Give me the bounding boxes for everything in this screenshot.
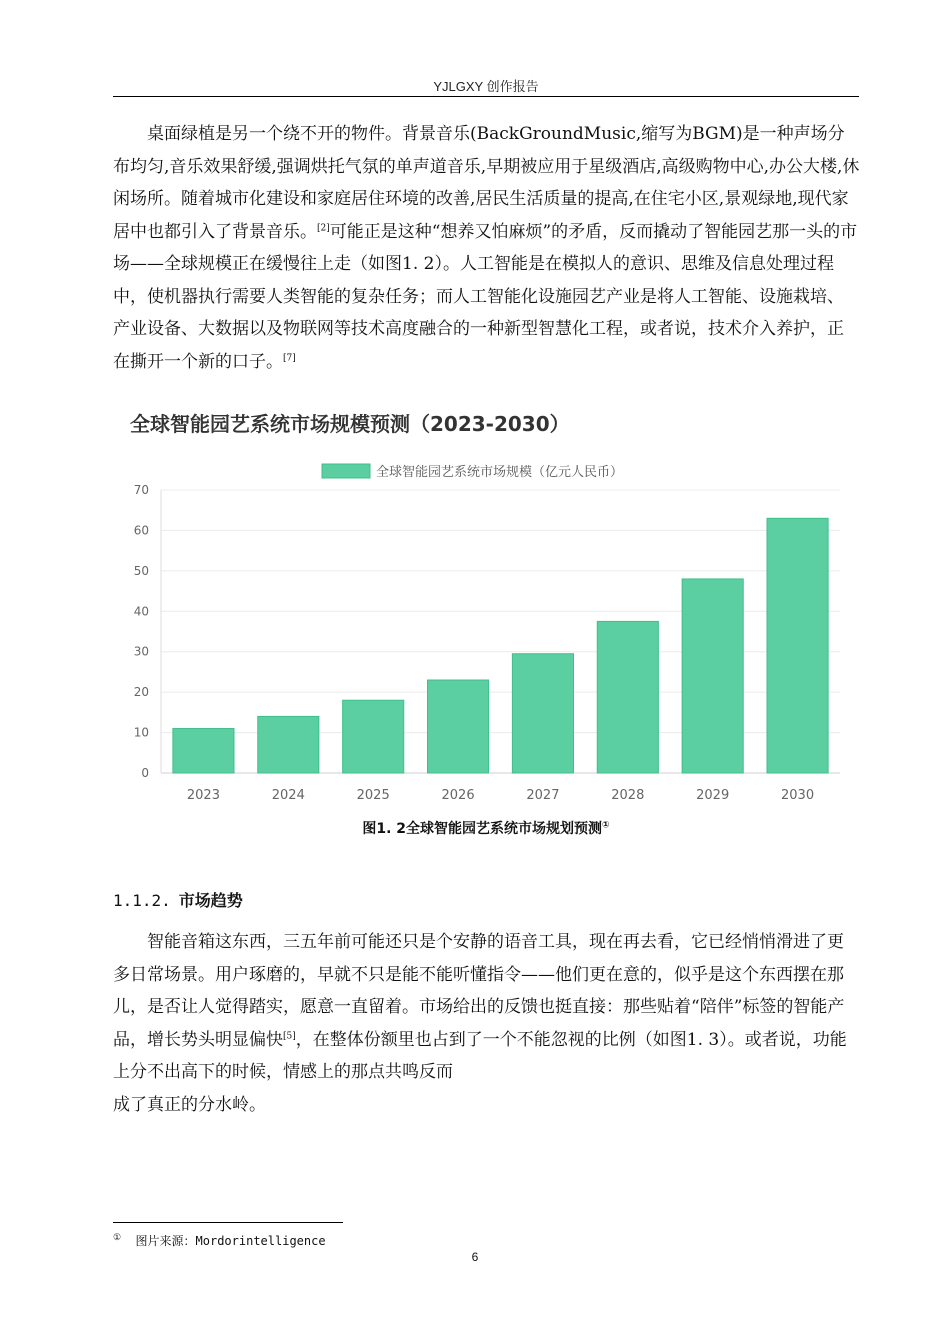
legend-label: 全球智能园艺系统市场规模（亿元人民币） <box>376 465 624 480</box>
paragraph-2-text-c: 成了真正的分水岭。 <box>113 1094 266 1115</box>
section-number: 1.1.2. <box>113 891 171 910</box>
y-tick-label: 70 <box>133 483 149 497</box>
x-tick-label: 2026 <box>441 788 475 803</box>
x-tick-label: 2030 <box>781 788 815 803</box>
paragraph-2 <box>113 926 860 1121</box>
y-tick-label: 60 <box>133 523 149 538</box>
section-heading <box>113 888 243 911</box>
citation-7: [7] <box>283 352 296 363</box>
y-tick-label: 30 <box>133 644 149 659</box>
citation-2: [2] <box>317 222 330 233</box>
x-tick-label: 2025 <box>356 788 390 803</box>
footnote-mark: ① <box>113 1233 122 1243</box>
y-tick-label: 50 <box>133 563 149 578</box>
x-tick-label: 2024 <box>271 788 305 803</box>
x-tick-label: 2028 <box>611 788 645 803</box>
header-rule <box>113 96 859 97</box>
bar-2024 <box>258 716 319 773</box>
paragraph-2-text-b: ，在整体份额里也占到了一个不能忽视的比例（如图1. 3）。或者说，功能上分不出高下的时候，情感上的那点共鸣反而 <box>113 1029 847 1082</box>
bar-2030 <box>767 518 828 773</box>
bar-2025 <box>343 700 404 773</box>
y-tick-label: 20 <box>133 685 149 700</box>
citation-5: [5] <box>283 1030 296 1041</box>
legend-swatch <box>322 464 370 478</box>
paragraph-1-text-b: 可能正是这种“想养又怕麻烦”的矛盾，反而撬动了智能园艺那一头的市场——全球规模正在缓慢往上走（如图1. 2）。人工智能是在模拟人的意识、思维及信息处理过程中，使机器执行需要人类智能的复杂任务；而人工智能化设施园艺产业是将人工智能、设施栽培、产业设备、大数据以及物联网等技术高度融合的一种新型智慧化工程，或者说，技术介入养护，正在撕开一个新的口子。 <box>113 221 858 372</box>
x-tick-label: 2027 <box>526 788 560 803</box>
caption-text: 图1. 2全球智能园艺系统市场规划预测 <box>362 821 603 837</box>
figure-caption <box>113 818 859 838</box>
y-tick-label: 10 <box>133 725 149 740</box>
bar-2029 <box>682 579 743 773</box>
section-title: 市场趋势 <box>178 891 243 910</box>
paragraph-2-text-a: 智能音箱这东西，三五年前可能还只是个安静的语音工具，现在再去看，它已经悄悄滑进了更多日常场景。用户琢磨的，早就不只是能不能听懂指令——他们更在意的，似乎是这个东西摆在那儿，是否让人觉得踏实，愿意一直留着。市场给出的反馈也挺直接：那些贴着“陪伴”标签的智能产品，增长势头明显偏快 <box>113 932 845 1050</box>
bar-2028 <box>597 621 658 773</box>
page-number: 6 <box>471 1250 479 1264</box>
footnote <box>113 1232 326 1249</box>
caption-footnote-mark: ① <box>602 820 610 831</box>
footnote-rule <box>113 1222 343 1223</box>
chart-title: 全球智能园艺系统市场规模预测（2023-2030） <box>130 412 570 436</box>
bar-chart <box>113 450 853 810</box>
y-tick-label: 0 <box>141 766 149 780</box>
bar-2027 <box>512 654 573 773</box>
footnote-text: 图片来源：Mordorintelligence <box>135 1234 326 1248</box>
x-tick-label: 2029 <box>696 788 730 803</box>
y-tick-label: 40 <box>133 604 149 619</box>
bar-2023 <box>173 729 234 773</box>
bar-2026 <box>428 680 489 773</box>
page-header: YJLGXY 创作报告 <box>433 79 539 94</box>
paragraph-1-text-a: 桌面绿植是另一个绕不开的物件。背景音乐(BackGroundMusic,缩写为BGM)是一种声场分布均匀,音乐效果舒缓,强调烘托气氛的单声道音乐,早期被应用于星级酒店,高级购物中心,办公大楼,休闲场所。随着城市化建设和家庭居住环境的改善,居民生活质量的提高,在住宅小区,景观绿地,现代家居中也都引入了背景音乐。 <box>113 124 860 242</box>
x-tick-label: 2023 <box>186 788 220 803</box>
paragraph-1 <box>113 118 860 378</box>
